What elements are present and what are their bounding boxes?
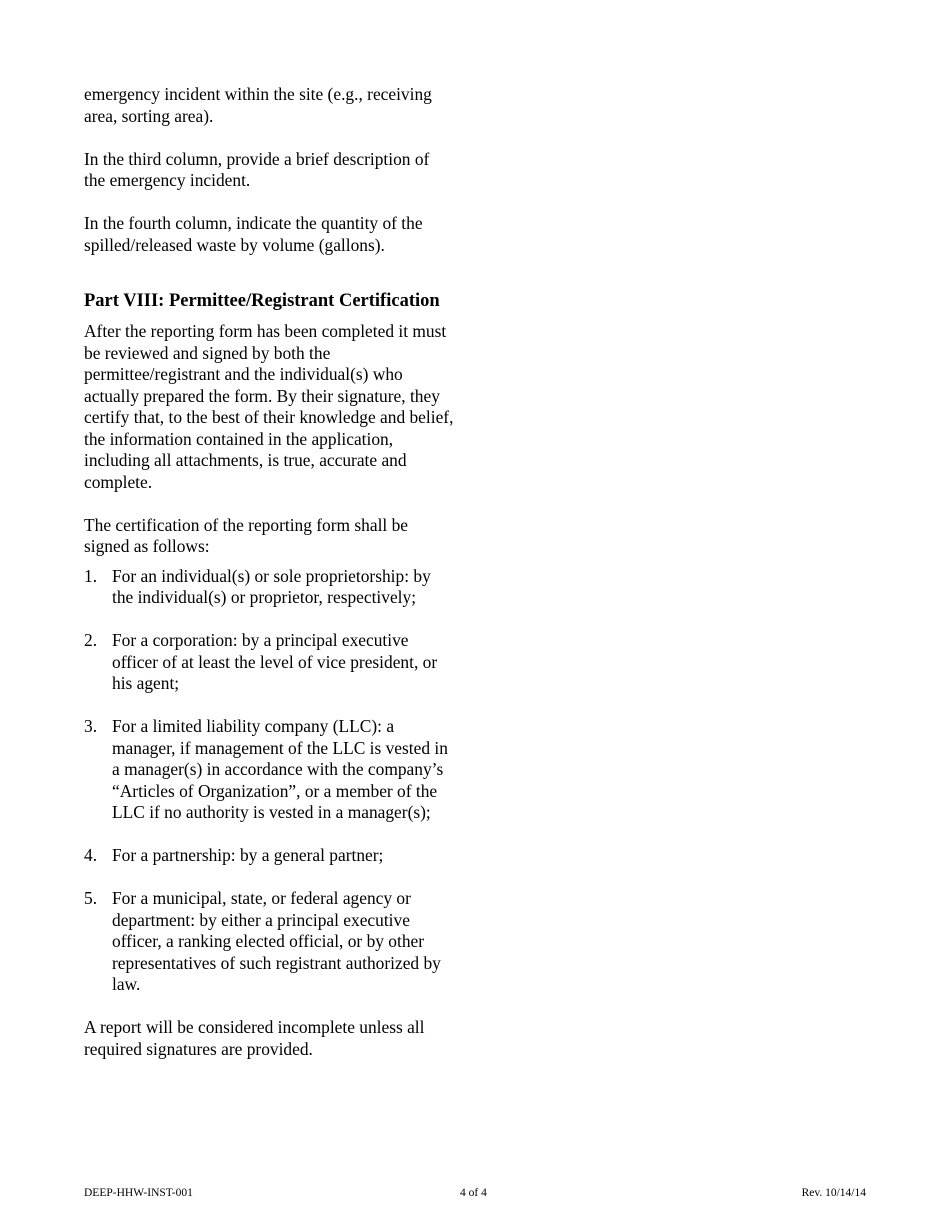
list-item-text: For a limited liability company (LLC): a manager, if management of the LLC is vested in a manager(s) in accordance with the company’s “Articles of Organization”, or a member of the LLC if no authority is vested in a manager(s); [112,716,448,822]
certification-list-intro: The certification of the reporting form shall be signed as follows: [84,514,409,556]
list-item-text: For a municipal, state, or federal agency or department: by either a principal executive officer, a ranking elected official, or by other representatives of such registrant authorized by law. [112,888,441,994]
list-item-text: For a partnership: by a general partner; [112,845,384,865]
section-heading: Part VIII: Permittee/Registrant Certification [84,291,440,311]
list-item-number: 1. [84,565,98,586]
list-item-number: 4. [84,845,98,865]
closing-paragraph: A report will be considered incomplete unless all required signatures are provided. [84,1017,425,1059]
list-item [84,630,454,695]
list-item [84,716,454,824]
list-item-number: 3. [84,716,98,736]
main-text-column [84,84,454,1060]
list-item-number: 2. [84,630,98,650]
paragraph-fourth-column: In the fourth column, indicate the quantity of the spilled/released waste by volume (gallons). [84,213,423,255]
paragraph-third-column: In the third column, provide a brief description of the emergency incident. [84,148,430,190]
footer-revision: Rev. 10/14/14 [801,1187,866,1199]
paragraph-location-continued: emergency incident within the site (e.g., receiving area, sorting area). [84,84,432,126]
list-item [84,845,454,867]
certification-intro: After the reporting form has been completed it must be reviewed and signed by both the permittee/registrant and the individual(s) who actually prepared the form. By their signature, they certify that, to the best of their knowledge and belief, the information contained in the application, including all attachments, is true, accurate and complete. [84,321,454,492]
signatory-list [84,566,454,996]
footer-page-number: 4 of 4 [460,1187,487,1199]
list-item-text: For a corporation: by a principal executive officer of at least the level of vice president, or his agent; [112,630,438,693]
list-item-text: For an individual(s) or sole proprietorship: by the individual(s) or proprietor, respectively; [112,565,431,607]
footer-doc-id: DEEP-HHW-INST-001 [84,1187,193,1199]
list-item-number: 5. [84,888,98,908]
list-item [84,566,454,609]
list-item [84,888,454,996]
